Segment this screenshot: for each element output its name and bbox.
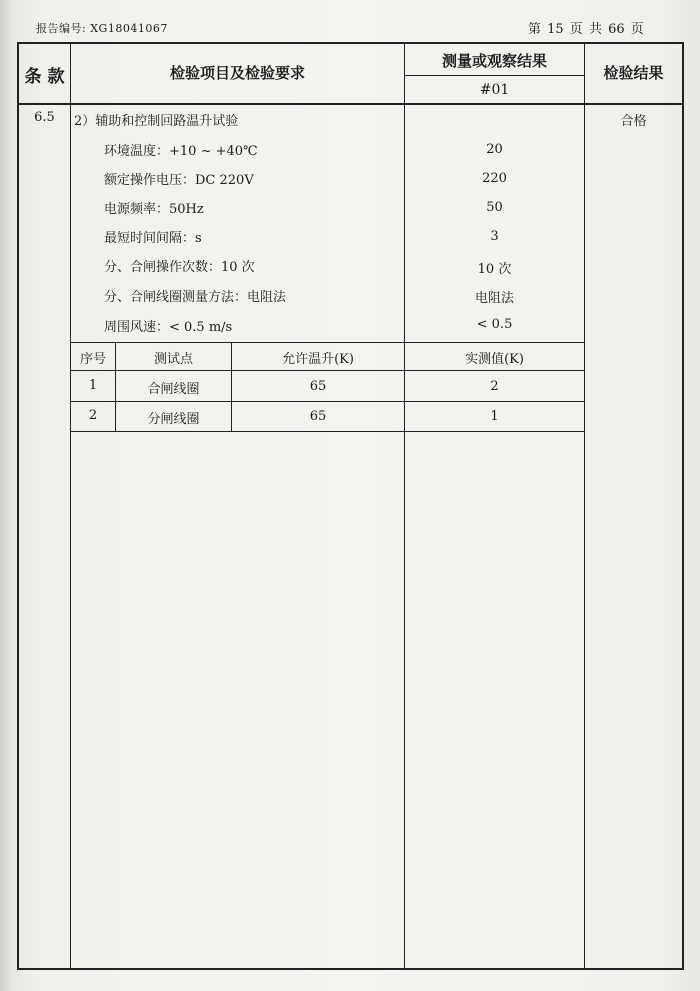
section-title: 2）辅助和控制回路温升试验 bbox=[74, 114, 239, 129]
header-split-line bbox=[404, 75, 585, 76]
table-cell-index: 2 bbox=[88, 408, 98, 423]
subtable-header-measured: 实测值(K) bbox=[465, 352, 524, 367]
header-sample-id: #01 bbox=[479, 82, 510, 98]
header-item: 检验项目及检验要求 bbox=[169, 64, 305, 82]
param-value: 10 次 bbox=[477, 262, 512, 277]
param-label: 分、合闸操作次数：10 次 bbox=[104, 260, 255, 275]
subtable-bottom-line bbox=[70, 431, 585, 432]
table-cell-index: 1 bbox=[88, 378, 98, 393]
table-cell-point: 分闸线圈 bbox=[147, 412, 200, 427]
table-border-right bbox=[682, 42, 684, 970]
subtable-header-index: 序号 bbox=[79, 352, 106, 367]
subtable-header-allowed: 允许温升(K) bbox=[282, 352, 354, 367]
section-result: 合格 bbox=[620, 114, 647, 129]
param-value: < 0.5 bbox=[476, 317, 513, 332]
param-label: 分、合闸线圈测量方法：电阻法 bbox=[104, 290, 287, 305]
param-label: 电源频率：50Hz bbox=[104, 202, 204, 217]
header-clause: 条 款 bbox=[24, 67, 65, 87]
header-measurement: 测量或观察结果 bbox=[441, 52, 547, 70]
page-edge-shadow bbox=[0, 0, 12, 991]
param-value: 20 bbox=[486, 142, 503, 157]
section-clause: 6.5 bbox=[34, 110, 55, 125]
param-value: 50 bbox=[486, 200, 503, 215]
subtable-header-line bbox=[70, 370, 585, 371]
param-value: 220 bbox=[482, 171, 507, 186]
header-result: 检验结果 bbox=[603, 64, 664, 82]
table-border-left bbox=[17, 42, 19, 970]
param-label: 环境温度：+10 ~ +40℃ bbox=[104, 144, 258, 159]
report-number-label: 报告编号: bbox=[36, 22, 87, 35]
col-divider-measure bbox=[584, 42, 585, 970]
report-number-value: XG18041067 bbox=[90, 22, 168, 35]
table-border-bottom bbox=[17, 968, 684, 970]
subtable-header-point: 测试点 bbox=[153, 352, 193, 367]
param-label: 最短时间间隔：s bbox=[104, 231, 202, 246]
param-label: 额定操作电压：DC 220V bbox=[104, 173, 254, 188]
header-bottom-line bbox=[17, 103, 684, 105]
table-cell-point: 合闸线圈 bbox=[147, 382, 200, 397]
table-cell-allowed: 65 bbox=[309, 379, 327, 394]
report-number bbox=[36, 20, 168, 36]
page-info: 第 15 页 共 66 页 bbox=[528, 22, 644, 37]
col-divider-clause bbox=[70, 42, 71, 970]
table-border-top bbox=[17, 42, 684, 44]
table-cell-measured: 1 bbox=[490, 409, 499, 424]
table-cell-allowed: 65 bbox=[309, 409, 327, 424]
subtable-row1-line bbox=[70, 401, 585, 402]
subtable-top-line bbox=[70, 342, 585, 343]
param-value: 电阻法 bbox=[474, 291, 514, 306]
param-label: 周围风速：< 0.5 m/s bbox=[104, 320, 233, 335]
table-cell-measured: 2 bbox=[490, 379, 499, 394]
param-value: 3 bbox=[490, 229, 499, 244]
